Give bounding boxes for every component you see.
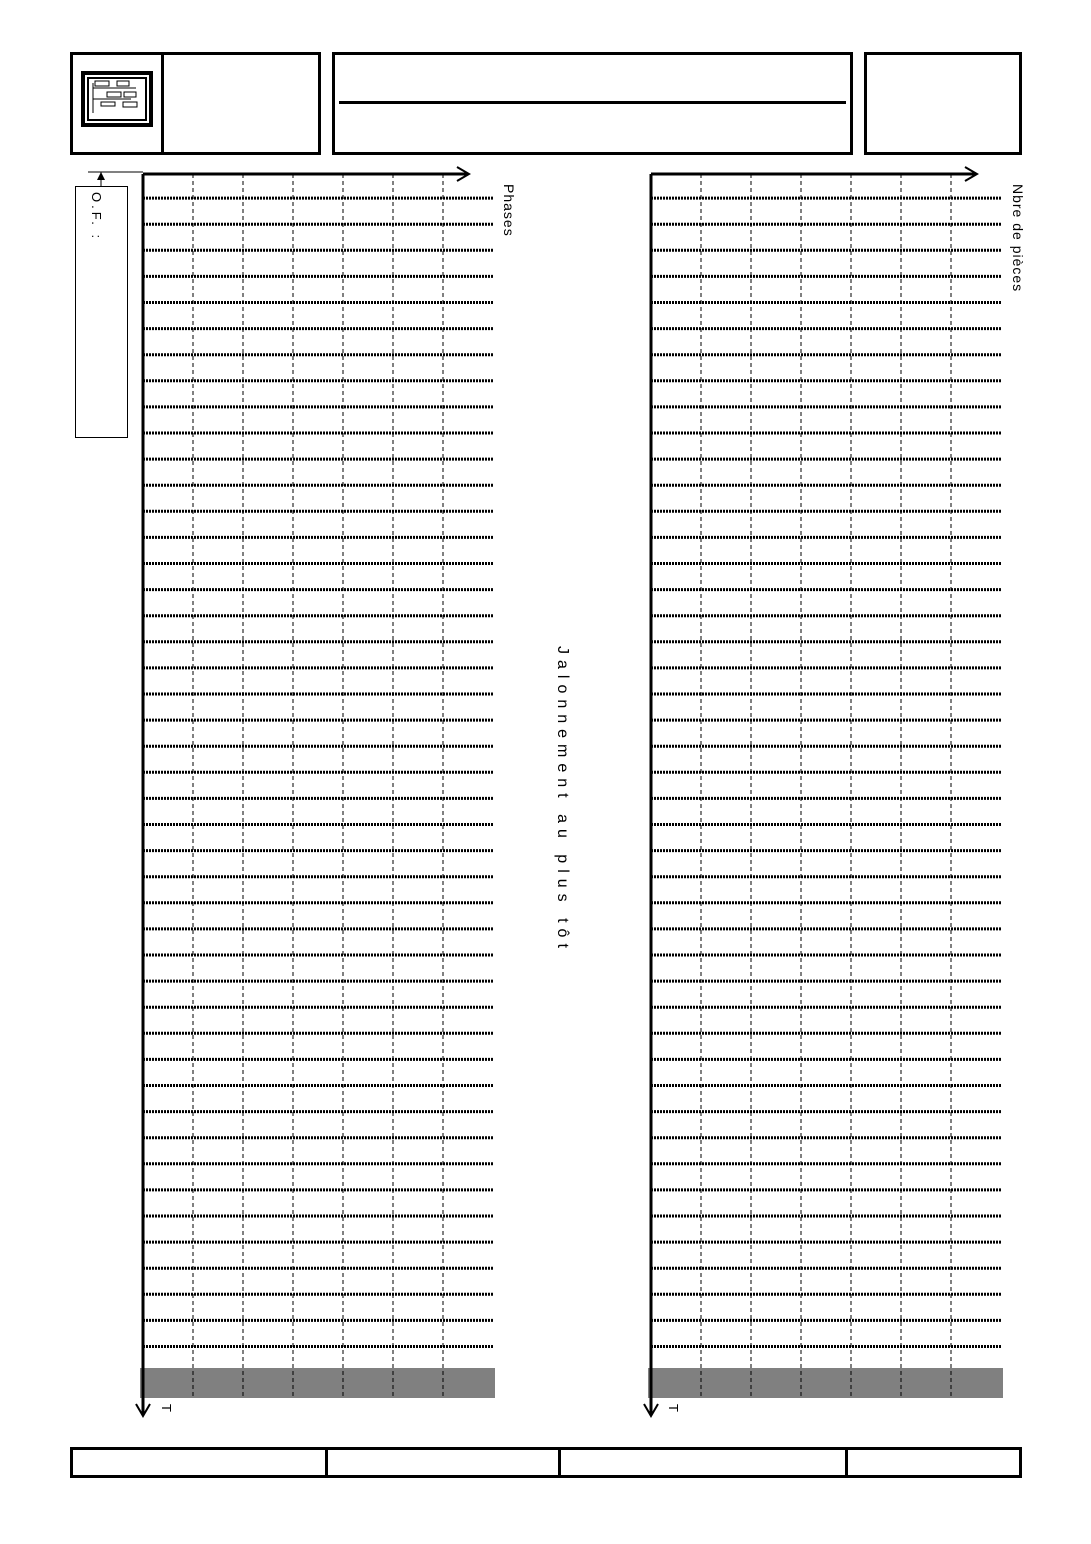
footer-cell-1 <box>73 1450 328 1475</box>
page-title: Jalonnement au plus tôt <box>554 646 571 954</box>
pieces-axis-label: Nbre de pièces <box>1010 184 1026 293</box>
order-number-label: O.F. : <box>89 192 104 242</box>
left-time-label: T <box>159 1404 174 1412</box>
footer-table <box>70 1447 1022 1478</box>
footer-cell-2 <box>328 1450 561 1475</box>
order-connector-arrow <box>97 172 105 180</box>
phases-axis-label: Phases <box>501 184 517 237</box>
footer-cell-4 <box>848 1450 1019 1475</box>
footer-cell-3 <box>561 1450 848 1475</box>
right-time-label: T <box>666 1404 681 1412</box>
